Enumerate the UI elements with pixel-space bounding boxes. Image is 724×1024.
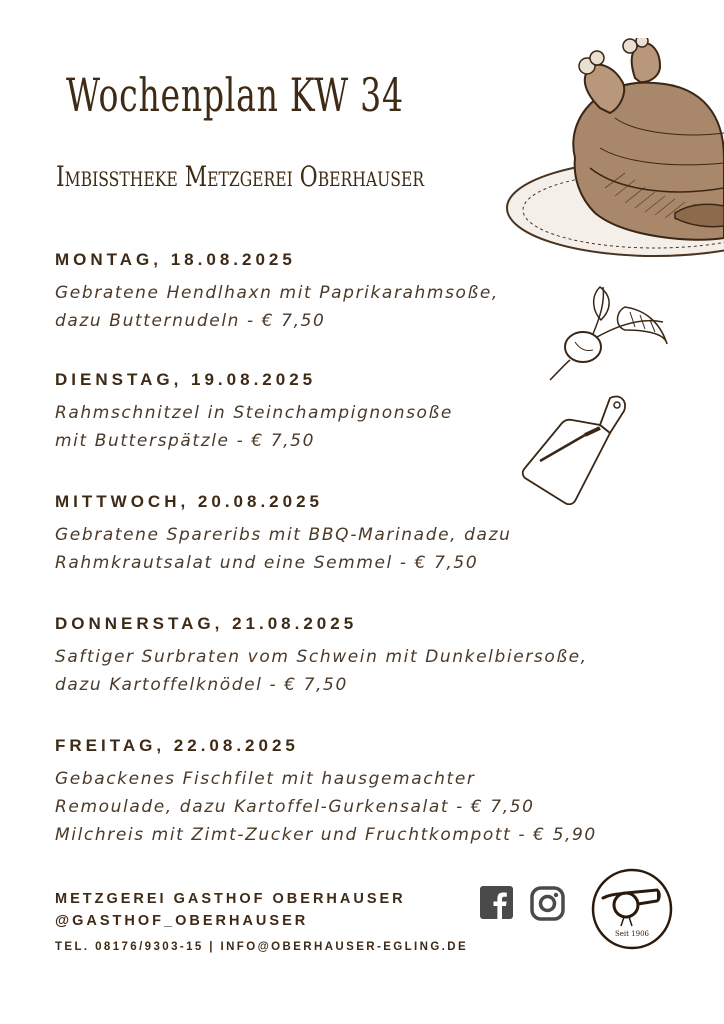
page-subtitle: Imbisstheke Metzgerei Oberhauser	[56, 160, 425, 193]
menu-line: Rahmschnitzel in Steinchampignonsoße	[55, 403, 453, 423]
menu-line: Saftiger Surbraten vom Schwein mit Dunkelbiersoße,	[55, 647, 588, 667]
menu-line: dazu Kartoffelknödel - € 7,50	[55, 675, 348, 695]
menu-line: Gebackenes Fischfilet mit hausgemachter	[55, 769, 476, 789]
menu-line: Milchreis mit Zimt-Zucker und Fruchtkompott - € 5,90	[55, 825, 597, 845]
contact-line: TEL. 08176/9303-15 | INFO@OBERHAUSER-EGLING.DE	[55, 941, 469, 953]
day-title: DIENSTAG, 19.08.2025	[55, 370, 317, 389]
social-handle: @GASTHOF_OBERHAUSER	[55, 913, 309, 929]
day-title: MONTAG, 18.08.2025	[55, 250, 296, 269]
menu-line: Rahmkrautsalat und eine Semmel - € 7,50	[55, 553, 479, 573]
business-name: METZGEREI GASTHOF OBERHAUSER	[55, 891, 406, 907]
cutting-board-illustration	[520, 393, 630, 505]
roast-chicken-illustration	[505, 38, 724, 264]
day-wednesday	[55, 492, 511, 577]
radish-illustration	[545, 282, 670, 384]
menu-line: dazu Butternudeln - € 7,50	[55, 311, 326, 331]
menu-line: Gebratene Spareribs mit BBQ-Marinade, dazu	[55, 525, 512, 545]
page-title: Wochenplan KW 34	[66, 68, 404, 122]
day-title: MITTWOCH, 20.08.2025	[55, 492, 324, 511]
instagram-icon[interactable]	[530, 886, 565, 921]
seal-logo	[591, 868, 673, 950]
footer	[55, 888, 468, 958]
day-thursday	[55, 614, 588, 699]
day-tuesday	[55, 370, 453, 455]
seal-text: Seit 1906	[614, 930, 650, 938]
facebook-icon[interactable]	[480, 886, 513, 919]
menu-line: Remoulade, dazu Kartoffel-Gurkensalat - € 7,50	[55, 797, 535, 817]
menu-line: Gebratene Hendlhaxn mit Paprikarahmsoße,	[55, 283, 499, 303]
day-title: FREITAG, 22.08.2025	[55, 736, 299, 755]
menu-line: mit Butterspätzle - € 7,50	[55, 431, 316, 451]
day-title: DONNERSTAG, 21.08.2025	[55, 614, 358, 633]
day-monday	[55, 250, 499, 335]
day-friday	[55, 736, 597, 849]
